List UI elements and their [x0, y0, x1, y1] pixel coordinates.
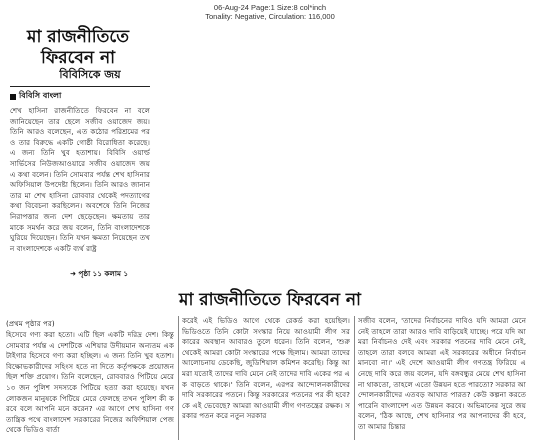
article-column-1: হিসেবে গণ্য করা হতো। এটি ছিল একটি দরিদ্র দেশ। কিন্তু সোমবার পর্যন্ত এ দেশটিকে এশিয়ার উদীয়মান অন্যতম এক টাইগার হিসেবে গণ্য করা হচ্ছিল। এ জন্য তিনি খুব হতাশ। বিক্ষোভকারীদের সহিংস হতে না দিতে কর্তৃপক্ষকে প্রয়োজন ছিল শক্তি প্রয়োগ। তিনি বলেছেন, রোববারও পিটিয়ে মেরে ১৩ জন পুলিশ সদস্যকে পিটিয়ে হত্যা করা হয়েছে। যখন লোকজন মানুষকে পিটিয়ে মেরে ফেলছে তখন পুলিশ কী করবে বলে আপনি মনে করেন? এর আগে শেখ হাসিনা গণতান্ত্রিক পথে বাংলাদেশ সরকারের নিজের অফিশিয়াল পেজ থেকে ভিডিও বার্তা [6, 330, 174, 435]
column-divider [178, 316, 179, 440]
source-label: বিবিসি বাংলা [19, 91, 62, 100]
headline-divider [10, 86, 150, 87]
continued-jump-line: ➜ পৃষ্ঠা ১১ কলাম ১ [70, 269, 129, 278]
continuation-clipping [0, 286, 540, 440]
square-bullet-icon [10, 94, 16, 100]
clipping-meta-date: 06-Aug-24 Page:1 Size:8 col*inch [213, 3, 327, 12]
article-column-2: করেই এই ভিডিও আগে থেকে রেকর্ড করা হয়েছিল। ভিডিওতে তিনি কোটা সংস্কার নিয়ে আওয়ামী লীগ সরকারের অবস্থান আবারও তুলে ধরেন। তিনি বলেন, 'শুরু থেকেই আমরা কোটা সংস্কারের পক্ষে ছিলাম। আমরা তাদের আলোচনায় ডেকেছি, জুডিশিয়াল কমিশন করেছি। কিন্তু আমরা যতোই তাদের দাবি মেনে নেই তাদের দাবি একের পর এক বাড়তে থাকে।' তিনি বলেন, এরপর আন্দোলনকারীদের দাবি সরকারের পতনে। কিন্তু সরকারের পতনের পর কী হবে? কে এই ভেবেছে? আমরা আওয়ামী লীগ গণতন্ত্রের রক্ষক। সরকার পতন করে নতুন সরকার [182, 316, 350, 421]
front-article-body: শেখ হাসিনা রাজনীতিতে ফিরবেন না বলে জানিয়েছেন তার ছেলে সজীব ওয়াজেদ জয়। তিনি আরও বলেছেন, এত কঠোর পরিশ্রমের পরও তার বিরুদ্ধে একটি গোষ্ঠী বিরোধিতা করেছে। এ জন্য তিনি খুব হতাশায়। বিবিসি ওয়ার্ল্ড সার্ভিসের নিউজআওয়ারে সজীব ওয়াজেদ জয় এ কথা বলেন। তিনি সোমবার পর্যন্ত শেখ হাসিনার অফিসিয়াল উপদেষ্টা ছিলেন। তিনি আরও জানান তার মা শেখ হাসিনা রোববার থেকেই পদত্যাগের কথা বিবেচনা করছিলেন। অবশেষে তিনি নিজের নিরাপত্তার জন্য দেশ ছেড়েছেন। ক্ষমতায় তার মাকে সমর্থন করে জয় বলেন, তিনি বাংলাদেশকে ঘুরিয়ে দিয়েছেন। তিনি যখন ক্ষমতা নিয়েছেন তখন বাংলাদেশকে একটি ব্যর্থ রাষ্ট্র [10, 106, 150, 253]
column-divider [354, 316, 355, 440]
source-credit [10, 90, 61, 103]
front-headline: মা রাজনীতিতে ফিরবেন না [27, 27, 129, 68]
continuation-headline: মা রাজনীতিতে ফিরবেন না [179, 290, 361, 310]
continued-from-label: (প্রথম পৃষ্ঠার পর) [6, 319, 55, 328]
front-page-clipping [2, 24, 154, 280]
article-column-3: সজীব বলেন, 'তাদের নির্বাচনের দাবিও যদি আমরা মেনে নেই তাহলে তারা আরও দাবি বাড়িয়েই যাচ্ছে। পরে যদি আমরা নির্বাচনও দেই এবং সরকার পতনের দাবি মেনে নেই, তাহলে তারা বলবে আমরা এই সরকারের অধীনে নির্বাচন মানবো না।' এই দেশে আওয়ামী লীগ গণতন্ত্র ফিরিয়ে এনেছে দাবি করে জয় বলেন, যদি বঙ্গবন্ধুর মেয়ে শেখ হাসিনা না থাকতো, তাহলে এতো উন্নয়ন হতে পারতো? সরকার আন্দোলনকারীদের এতবড় আঘাত পারত? কেউ কল্পনা করতে পারেনি বাংলাদেশ এত উন্নয়ন করবে। অভিমানের সুরে জয় বলেন, 'ঠিক আছে, শেখ হাসিনার পর আপনাদের কী হবে, তা আমার চিন্তার [358, 316, 526, 431]
clipping-meta-tonality: Tonality: Negative, Circulation: 116,000 [205, 12, 335, 21]
front-subheadline: বিবিসিকে জয় [59, 68, 121, 81]
